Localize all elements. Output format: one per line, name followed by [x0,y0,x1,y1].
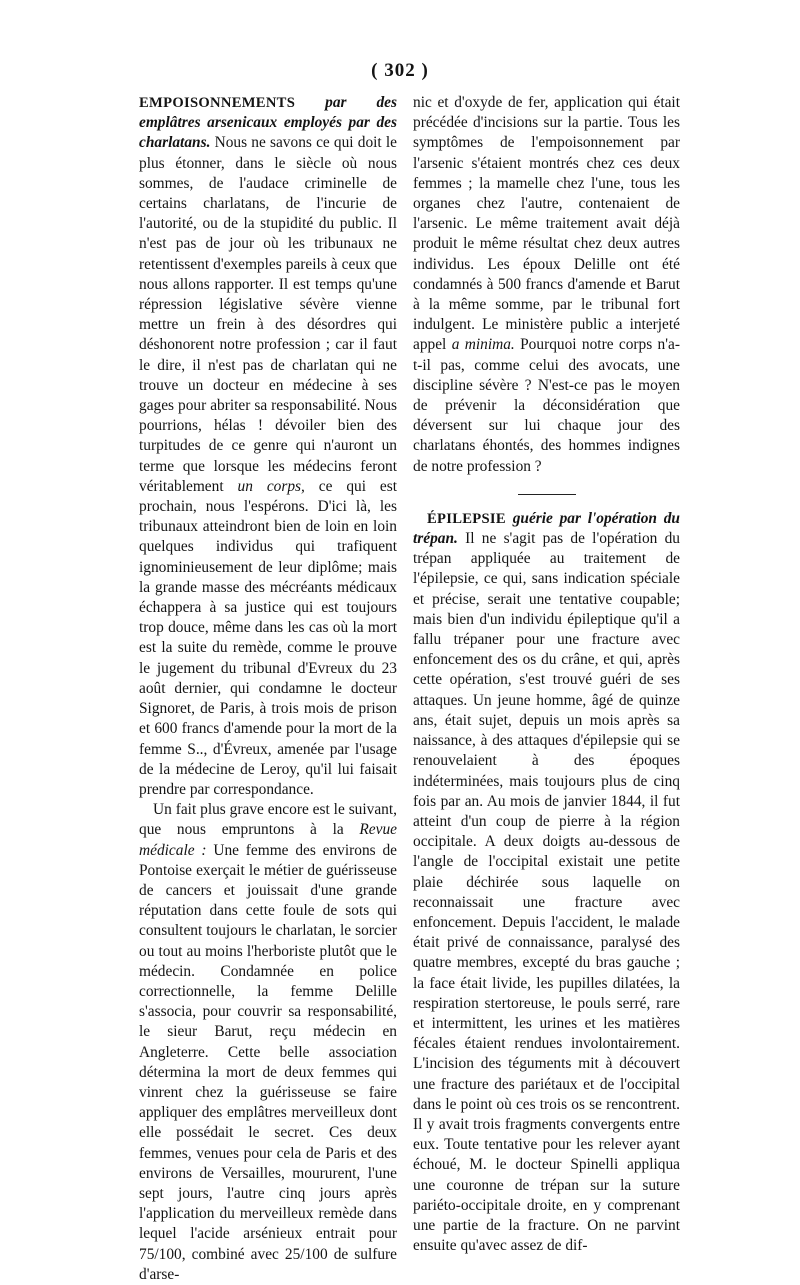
right-column [413,93,680,1256]
paragraph-text: Il ne s'agit pas de l'opération du trépan appliquée au traitement de l'épilepsie, ce qui, sans indication spéciale et précise, serait une tentative coupable; mais bien d'un individu épileptique qu'il a fallu trépaner pour une fracture avec enfoncement des os du crâne, et qui, après cette opération, s'est trouvé guéri de ses attaques. Un jeune homme, âgé de quinze ans, était sujet, depuis un mois après sa naissance, à des attaques d'épilepsie qui se renouvelaient à des époques indéterminées, mais toujours plus de cinq fois par an. Au mois de janvier 1844, il fut atteint d'un coup de pierre à la région occipitale. A deux doigts au-dessous de l'angle de l'occipital existait une petite plaie déchirée sous laquelle on reconnaissait une fracture avec enfoncement. Depuis l'accident, le malade était privé de connaissance, paralysé des quatre membres, excepté du bras gauche ; la face était livide, les pupilles dilatées, la respiration stertoreuse, le pouls serré, rare et intermittent, les urines et les matières fécales étaient rendues involontairement. L'incision des téguments mit à découvert une fracture des pariétaux et de l'occipital dans le point où ces trois os se rencontrent. Il y avait trois fragments convergents entre eux. Toute tentative pour les relever ayant échoué, M. le docteur Spinelli appliqua une couronne de trépan sur la suture pariéto-occipitale droite, en y comprenant une partie de la fracture. On ne parvint ensuite qu'avec assez de dif- [413,530,680,1255]
emphasis-text: un corps, [237,477,305,495]
paragraph [413,93,680,477]
section-divider [518,494,576,495]
paragraph-text: ce qui est prochain, nous l'espérons. D'ici là, les tribunaux atteindront bien de loin en loin quelques individus qui trafiquent ignominieusement de leur diplôme; mais la grande masse des mécréants médicaux échappera à sa justice qui est toujours trop douce, même dans les cas où la mort est la suite du remède, comme le prouve le jugement du tribunal d'Evreux du 23 août dernier, qui condamne le docteur Signoret, de Paris, à trois mois de prison et 600 francs d'amende pour la mort de la femme S.., d'Évreux, amenée par l'usage de la médecine de Leroy, qu'il lui faisait prendre par correspondance. [139,477,397,798]
article-epilepsie [413,509,680,1257]
page-number: ( 302 ) [371,60,429,81]
paragraph-text: Une femme des environs de Pontoise exerçait le métier de guérisseuse de cancers et jouissait d'une grande réputation dans cette foule de sots qui consultent toujours le charlatan, le sorcier ou tout au moins l'herboriste plutôt que le médecin. Condamnée en police correctionnelle, la femme Delille s'associa, pour couvrir sa responsabilité, le sieur Barut, reçu médecin en Angleterre. Cette belle association détermina la mort de deux femmes qui vinrent chez la guérisseuse se faire appliquer des emplâtres merveilleux dont elle possédait le secret. Ces deux femmes, venues pour cela de Paris et des environs de Versailles, moururent, l'une sept jours, l'autre cinq jours après l'application du merveilleux remède dans lequel l'acide arsénieux entrait pour 75/100, combiné avec 25/100 de sulfure d'arse- [139,841,397,1283]
article-empoisonnements [139,93,397,800]
emphasis-text: Revue médicale : [139,821,397,859]
article-subtitle: guérie par l'opération du trépan. [413,509,680,548]
article-subtitle: par des emplâtres arsenicaux employés par des charlatans. [139,94,397,152]
paragraph-text: Pourquoi notre corps n'a-t-il pas, comme celui des avocats, une discipline sévère ? N'est-ce pas le moyen de prévenir la déconsidération que déversent sur lui chaque jour des charlatans éhontés, des hommes indignes de notre profession ? [413,336,680,475]
left-column [139,93,397,1285]
paragraph-text: nic et d'oxyde de fer, application qui était précédée d'incisions sur la partie. Tous les symptômes de l'empoisonnement par l'arsenic s'étaient montrés chez ces deux femmes ; la mamelle chez l'une, tous les organes chez l'autre, contenaient de l'arsenic. Le même traitement avait déjà produit le même résultat chez deux autres individus. Les époux Delille ont été condamnés à 500 francs d'amende et Barut à la même somme, par le tribunal fort indulgent. Le ministère public a interjeté appel [413,94,680,354]
paragraph-text: Un fait plus grave encore est le suivant, que nous empruntons à la [139,801,397,839]
paragraph-text: Nous ne savons ce qui doit le plus étonner, dans le siècle où nous sommes, de l'audace criminelle de certains charlatans, de l'incurie de l'autorité, ou de la stupidité du public. Il n'est pas de jour où les tribunaux ne retentissent d'exemples pareils à ceux que nous allons rapporter. Il est temps qu'une répression législative sévère vienne mettre un frein à des désordres qui déshonorent notre profession ; car il faut le dire, il n'est pas de charlatan qui ne trouve un docteur en médecine à ses gages pour abriter sa responsabilité. Nous pourrions, hélas ! dévoiler bien des turpitudes de ce genre qui n'auront un terme que lorsque les médecins feront véritablement [139,134,397,495]
article-heading: ÉPILEPSIE [427,510,506,527]
emphasis-text: a minima. [451,336,515,354]
paragraph [139,800,397,1285]
article-heading: EMPOISONNEMENTS [139,95,296,111]
